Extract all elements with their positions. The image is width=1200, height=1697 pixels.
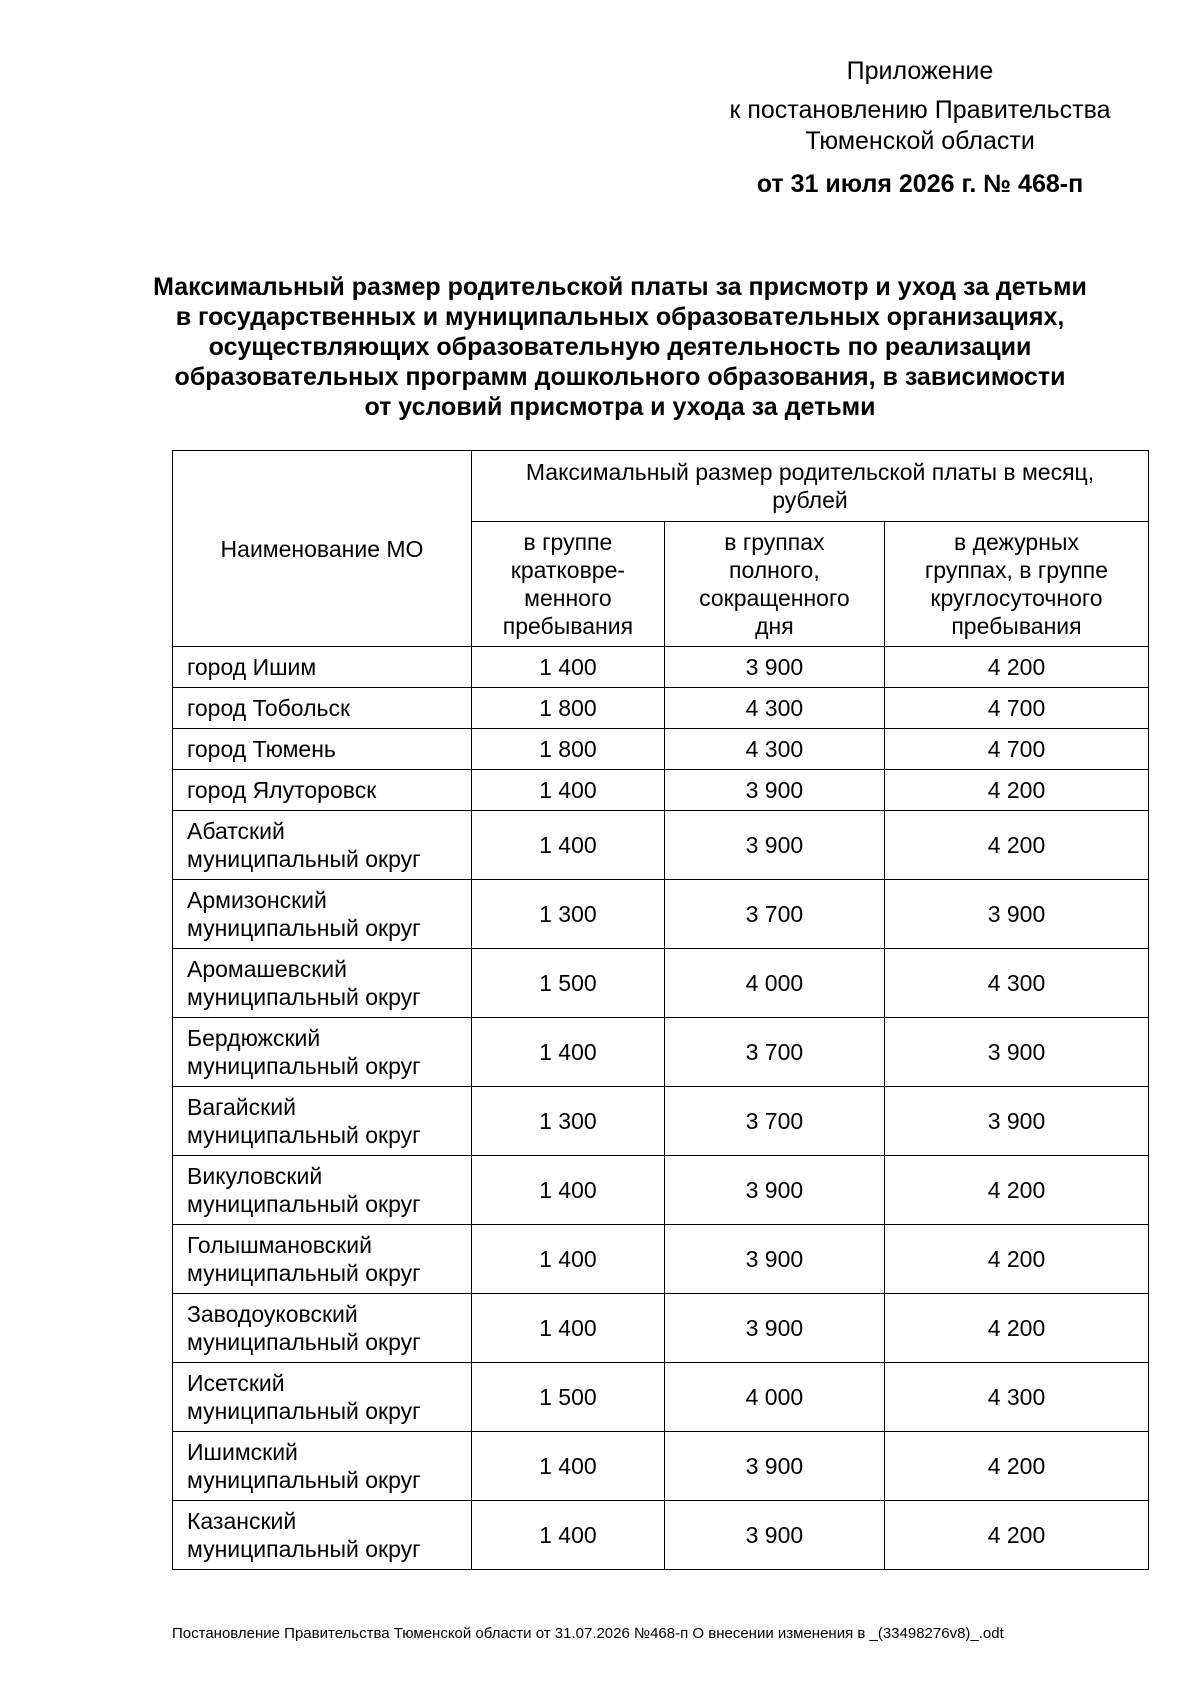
header-max-fee <box>472 451 1149 522</box>
mo-name-line: город Ялуторовск <box>187 777 377 803</box>
appendix-resolution-line-1: к постановлению Правительства <box>729 96 1111 124</box>
title-line: от условий присмотра и ухода за детьми <box>364 393 876 421</box>
mo-name-line: Армизонский <box>187 887 327 913</box>
value-full-day: 4 000 <box>664 949 884 1018</box>
mo-name-line: город Тюмень <box>187 736 336 762</box>
table-row <box>173 1225 1149 1294</box>
value-short-stay: 1 400 <box>472 1501 665 1570</box>
value-short-stay: 1 400 <box>472 1156 665 1225</box>
value-duty-round-the-clock: 4 200 <box>884 770 1148 811</box>
value-full-day: 3 900 <box>664 1432 884 1501</box>
mo-name-cell <box>173 688 472 729</box>
mo-name-line: муниципальный округ <box>187 1398 421 1424</box>
mo-name-line: муниципальный округ <box>187 984 421 1010</box>
mo-name-line: Заводоуковский <box>187 1301 358 1327</box>
mo-name-cell <box>173 1363 472 1432</box>
table-row <box>173 770 1149 811</box>
table-row <box>173 688 1149 729</box>
value-short-stay: 1 400 <box>472 811 665 880</box>
table-row <box>173 1018 1149 1087</box>
mo-name-line: муниципальный округ <box>187 915 421 941</box>
value-short-stay: 1 300 <box>472 880 665 949</box>
mo-name-line: муниципальный округ <box>187 1053 421 1079</box>
value-duty-round-the-clock: 4 700 <box>884 688 1148 729</box>
mo-name-line: Абатский <box>187 818 285 844</box>
mo-name-cell <box>173 811 472 880</box>
value-duty-round-the-clock: 3 900 <box>884 880 1148 949</box>
value-short-stay: 1 800 <box>472 688 665 729</box>
document-title <box>150 272 1090 422</box>
header-line: пребывания <box>951 613 1082 639</box>
mo-name-line: Казанский <box>187 1508 297 1534</box>
value-short-stay: 1 400 <box>472 770 665 811</box>
table-row <box>173 811 1149 880</box>
header-line: сокращенного <box>699 585 850 611</box>
value-duty-round-the-clock: 4 200 <box>884 1294 1148 1363</box>
mo-name-line: муниципальный округ <box>187 1122 421 1148</box>
header-line: в группе <box>523 529 613 555</box>
table-row <box>173 1363 1149 1432</box>
value-full-day: 3 900 <box>664 647 884 688</box>
table-row <box>173 1156 1149 1225</box>
mo-name-cell <box>173 1156 472 1225</box>
value-full-day: 3 900 <box>664 1156 884 1225</box>
header-duty-round-the-clock <box>884 522 1148 647</box>
table-row <box>173 1294 1149 1363</box>
header-mo-name: Наименование МО <box>173 451 472 647</box>
appendix-block <box>680 56 1160 200</box>
value-duty-round-the-clock: 4 200 <box>884 647 1148 688</box>
title-line: осуществляющих образовательную деятельность по реализации <box>208 333 1032 361</box>
mo-name-cell <box>173 949 472 1018</box>
value-duty-round-the-clock: 4 200 <box>884 1501 1148 1570</box>
header-line: круглосуточного <box>930 585 1103 611</box>
title-line: образовательных программ дошкольного образования, в зависимости <box>174 363 1066 391</box>
fees-table <box>172 450 1149 1570</box>
header-line: пребывания <box>502 613 634 639</box>
value-full-day: 3 700 <box>664 880 884 949</box>
mo-name-line: муниципальный округ <box>187 1191 421 1217</box>
value-duty-round-the-clock: 4 200 <box>884 1225 1148 1294</box>
table-row <box>173 949 1149 1018</box>
mo-name-cell <box>173 1225 472 1294</box>
table-row <box>173 880 1149 949</box>
mo-name-cell <box>173 1294 472 1363</box>
mo-name-line: муниципальный округ <box>187 1536 421 1562</box>
table-row <box>173 1432 1149 1501</box>
table-row <box>173 647 1149 688</box>
mo-name-line: муниципальный округ <box>187 846 421 872</box>
value-full-day: 3 900 <box>664 1294 884 1363</box>
value-short-stay: 1 800 <box>472 729 665 770</box>
mo-name-line: город Тобольск <box>187 695 351 721</box>
mo-name-cell <box>173 770 472 811</box>
mo-name-line: Викуловский <box>187 1163 323 1189</box>
appendix-date-number: от 31 июля 2026 г. № 468-п <box>756 170 1084 198</box>
value-duty-round-the-clock: 4 700 <box>884 729 1148 770</box>
value-duty-round-the-clock: 3 900 <box>884 1018 1148 1087</box>
value-short-stay: 1 500 <box>472 1363 665 1432</box>
value-short-stay: 1 400 <box>472 1432 665 1501</box>
header-line: в дежурных <box>953 529 1079 555</box>
mo-name-cell <box>173 1018 472 1087</box>
mo-name-line: Бердюжский <box>187 1025 321 1051</box>
mo-name-cell <box>173 647 472 688</box>
mo-name-line: Голышмановский <box>187 1232 372 1258</box>
mo-name-cell <box>173 1087 472 1156</box>
header-line: дня <box>755 613 794 639</box>
mo-name-line: Аромашевский <box>187 956 347 982</box>
mo-name-line: Ишимский <box>187 1439 298 1465</box>
value-duty-round-the-clock: 3 900 <box>884 1087 1148 1156</box>
value-duty-round-the-clock: 4 300 <box>884 949 1148 1018</box>
document-footer: Постановление Правительства Тюменской области от 31.07.2026 №468-п О внесении изменения в _(33498276v8)_.odt <box>172 1625 1004 1642</box>
header-line: менного <box>524 585 612 611</box>
appendix-label: Приложение <box>846 57 994 85</box>
value-full-day: 4 000 <box>664 1363 884 1432</box>
value-duty-round-the-clock: 4 200 <box>884 811 1148 880</box>
value-short-stay: 1 400 <box>472 1225 665 1294</box>
value-full-day: 4 300 <box>664 688 884 729</box>
table-row <box>173 1087 1149 1156</box>
value-full-day: 4 300 <box>664 729 884 770</box>
mo-name-line: Исетский <box>187 1370 285 1396</box>
header-line: группах, в группе <box>924 557 1109 583</box>
mo-name-line: муниципальный округ <box>187 1329 421 1355</box>
table-row <box>173 1501 1149 1570</box>
mo-name-line: муниципальный округ <box>187 1260 421 1286</box>
header-line: кратковре- <box>510 557 626 583</box>
value-full-day: 3 900 <box>664 1225 884 1294</box>
header-max-fee-line: рублей <box>772 487 848 513</box>
mo-name-cell <box>173 1501 472 1570</box>
header-full-day <box>664 522 884 647</box>
value-short-stay: 1 400 <box>472 1294 665 1363</box>
value-short-stay: 1 500 <box>472 949 665 1018</box>
value-short-stay: 1 300 <box>472 1087 665 1156</box>
header-short-stay <box>472 522 665 647</box>
value-short-stay: 1 400 <box>472 647 665 688</box>
table-row <box>173 729 1149 770</box>
header-line: в группах <box>724 529 825 555</box>
appendix-resolution-line-2: Тюменской области <box>805 127 1035 155</box>
mo-name-line: муниципальный округ <box>187 1467 421 1493</box>
mo-name-cell <box>173 729 472 770</box>
mo-name-cell <box>173 880 472 949</box>
value-full-day: 3 700 <box>664 1018 884 1087</box>
value-full-day: 3 900 <box>664 1501 884 1570</box>
title-line: Максимальный размер родительской платы за присмотр и уход за детьми <box>153 273 1087 301</box>
mo-name-line: город Ишим <box>187 654 317 680</box>
value-full-day: 3 900 <box>664 770 884 811</box>
value-full-day: 3 900 <box>664 811 884 880</box>
mo-name-line: Вагайский <box>187 1094 296 1120</box>
value-short-stay: 1 400 <box>472 1018 665 1087</box>
value-duty-round-the-clock: 4 300 <box>884 1363 1148 1432</box>
title-line: в государственных и муниципальных образовательных организациях, <box>175 303 1065 331</box>
header-line: полного, <box>729 557 820 583</box>
value-duty-round-the-clock: 4 200 <box>884 1432 1148 1501</box>
value-duty-round-the-clock: 4 200 <box>884 1156 1148 1225</box>
value-full-day: 3 700 <box>664 1087 884 1156</box>
header-max-fee-line: Максимальный размер родительской платы в месяц, <box>525 459 1095 485</box>
mo-name-cell <box>173 1432 472 1501</box>
